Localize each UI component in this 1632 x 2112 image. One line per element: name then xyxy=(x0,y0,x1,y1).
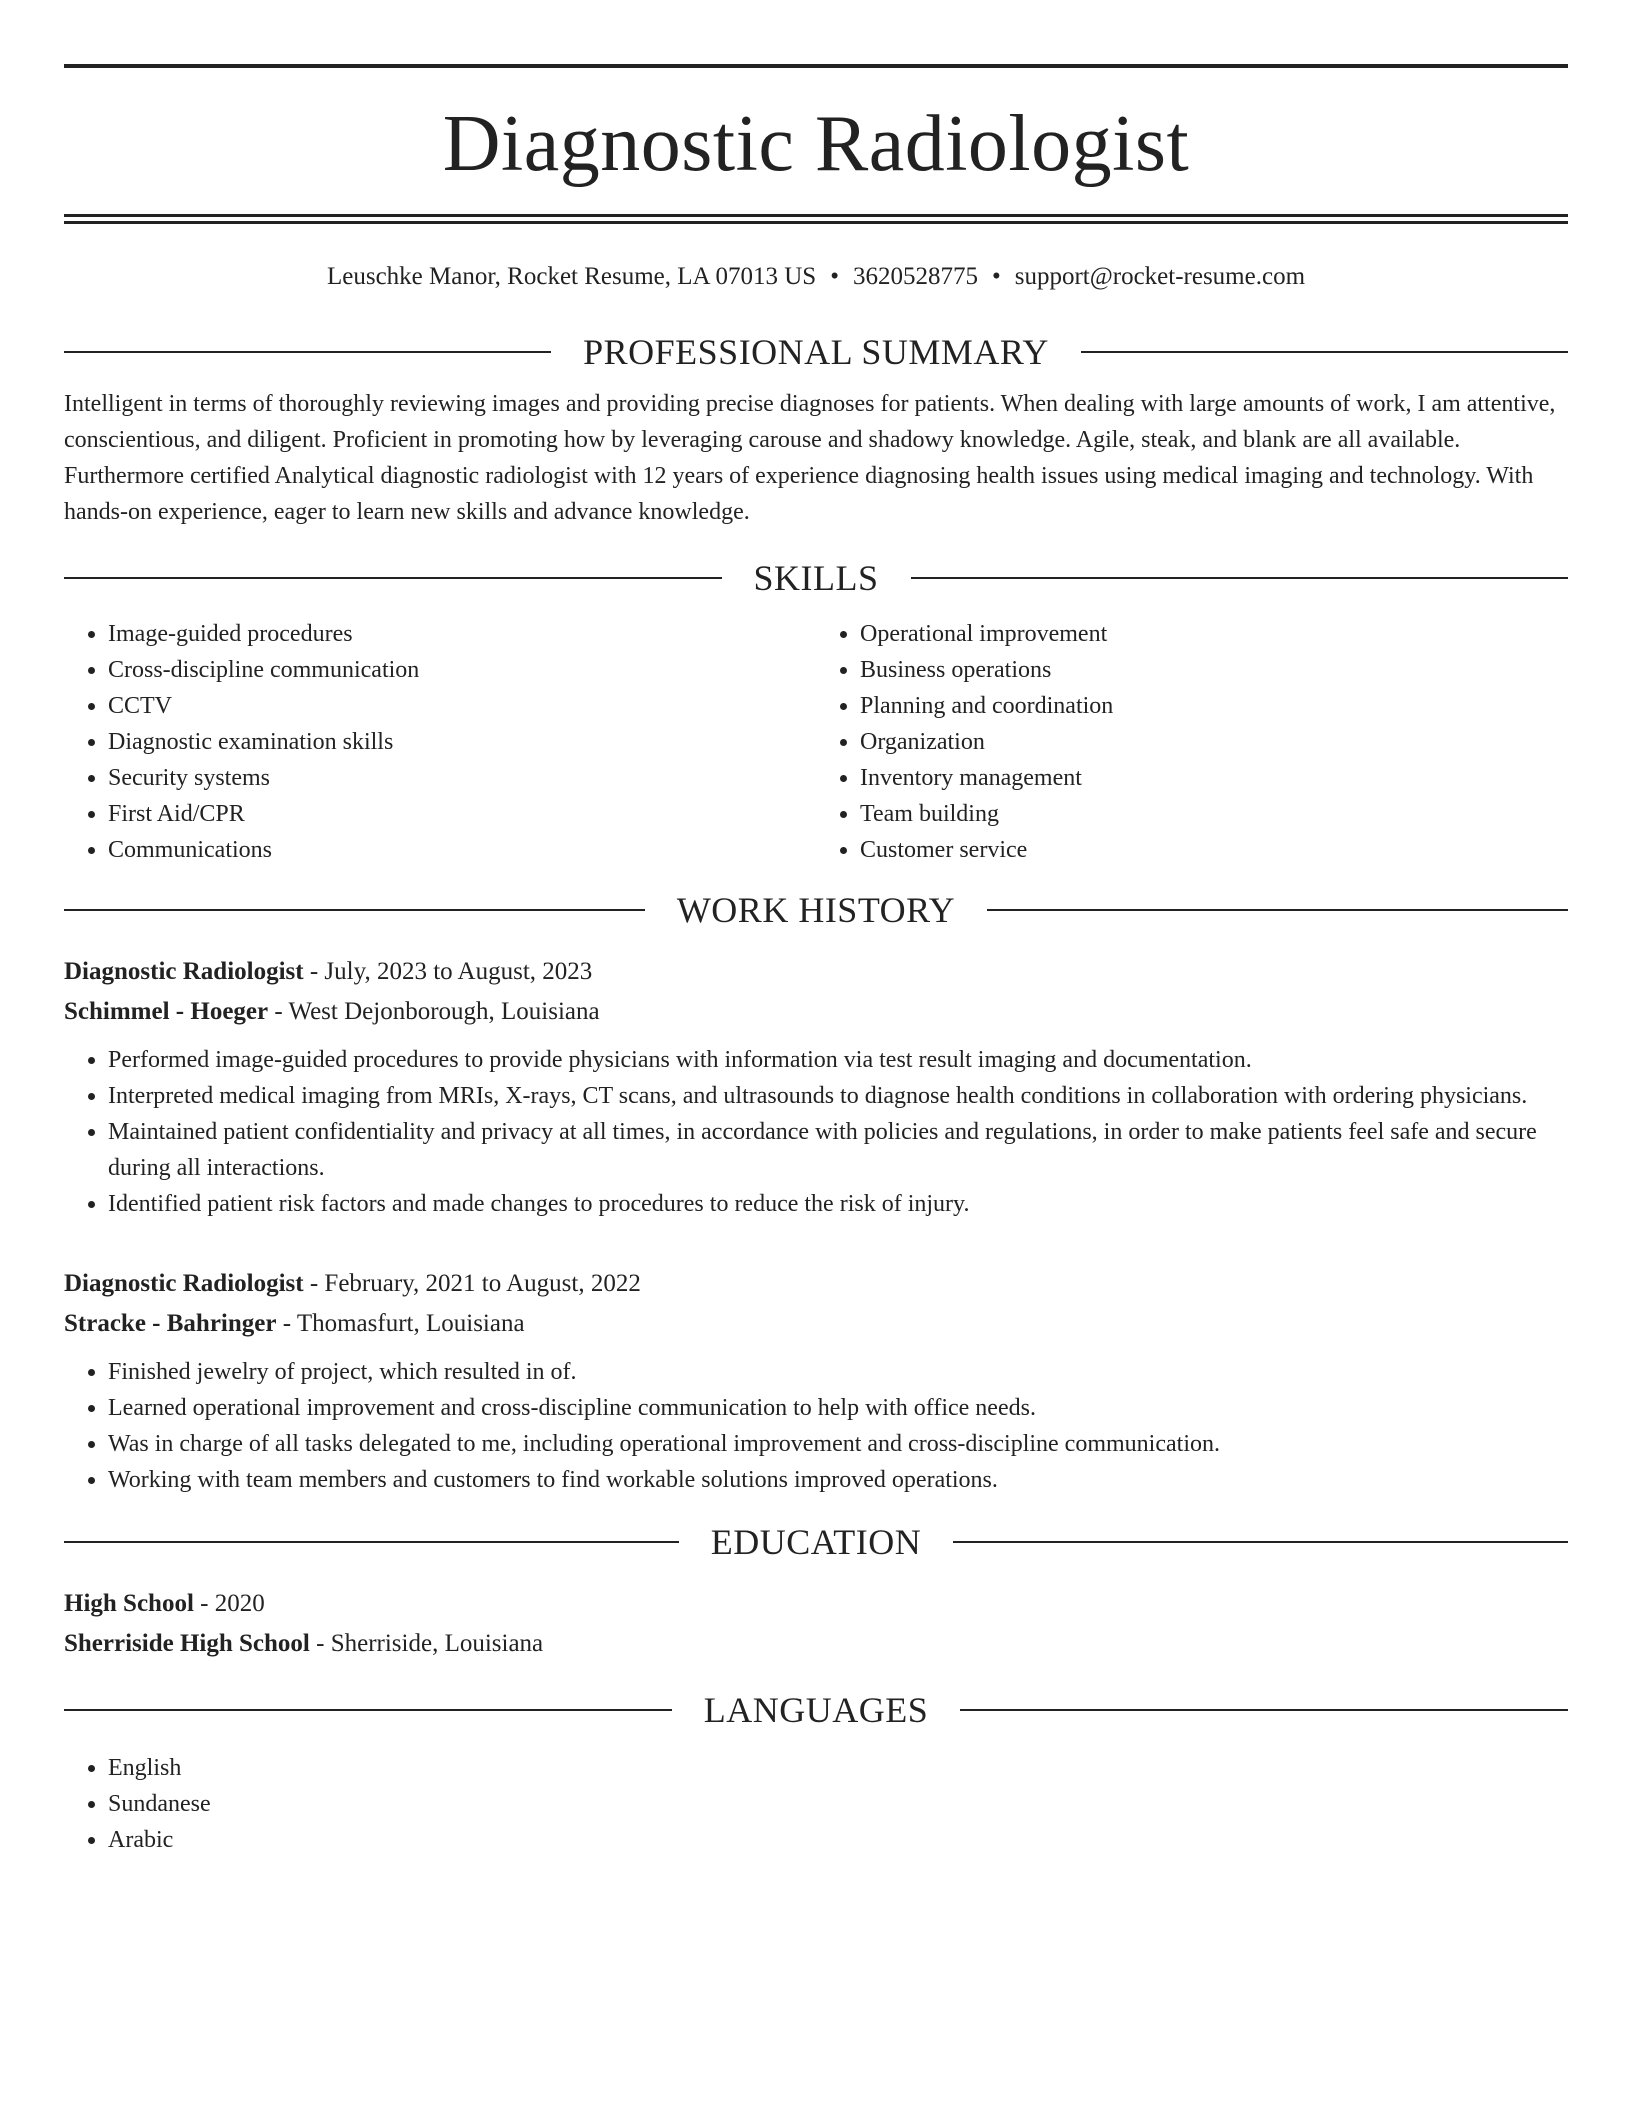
skill-item: • Business operations xyxy=(860,652,1568,688)
skill-item: • Customer service xyxy=(860,832,1568,868)
job-bullet: • Finished jewelry of project, which resulted in of. xyxy=(108,1354,1568,1390)
job-entry xyxy=(64,952,1568,1222)
languages-section-heading xyxy=(64,1686,1568,1734)
summary-section-heading xyxy=(64,328,1568,376)
job-title: Diagnostic Radiologist xyxy=(64,958,304,985)
heading-rule-right xyxy=(911,577,1569,579)
skills-section-heading xyxy=(64,554,1568,602)
skill-item: • Team building xyxy=(860,796,1568,832)
education-location: - Sherriside, Louisiana xyxy=(309,1630,544,1657)
job-bullet: • Maintained patient confidentiality and privacy at all times, in accordance with policies and regulations, in order to make patients feel safe and secure during all interactions. xyxy=(108,1114,1568,1186)
job-bullet: • Working with team members and customers to find workable solutions improved operations. xyxy=(108,1462,1568,1498)
job-bullet: • Learned operational improvement and cross-discipline communication to help with office needs. xyxy=(108,1390,1568,1426)
top-rule xyxy=(64,64,1568,68)
job-title-line xyxy=(64,1264,1568,1304)
education-school-line xyxy=(64,1624,1568,1664)
job-bullets xyxy=(64,1042,1568,1222)
heading-rule-left xyxy=(64,577,722,579)
heading-rule-left xyxy=(64,351,551,353)
skill-item: • Security systems xyxy=(108,760,816,796)
skill-item: • Diagnostic examination skills xyxy=(108,724,816,760)
heading-rule-right xyxy=(953,1541,1568,1543)
contact-separator: • xyxy=(830,263,839,290)
job-bullets xyxy=(64,1354,1568,1498)
contact-line xyxy=(64,260,1568,294)
summary-heading-label: PROFESSIONAL SUMMARY xyxy=(583,332,1049,372)
job-dates: - February, 2021 to August, 2022 xyxy=(303,1270,641,1297)
skills-list-right xyxy=(816,616,1568,868)
education-year: - 2020 xyxy=(193,1590,265,1617)
skill-item: • Operational improvement xyxy=(860,616,1568,652)
job-dates: - July, 2023 to August, 2023 xyxy=(303,958,593,985)
contact-address: Leuschke Manor, Rocket Resume, LA 07013 US xyxy=(326,263,817,290)
language-item: • Arabic xyxy=(108,1822,1568,1858)
heading-rule-left xyxy=(64,1709,672,1711)
education-entry xyxy=(64,1584,1568,1664)
job-entry xyxy=(64,1264,1568,1498)
heading-rule-right xyxy=(987,909,1568,911)
title-double-rule xyxy=(64,214,1568,224)
resume-title: Diagnostic Radiologist xyxy=(442,100,1190,188)
job-location: - West Dejonborough, Louisiana xyxy=(268,998,600,1025)
skill-item: • Image-guided procedures xyxy=(108,616,816,652)
job-bullet: • Interpreted medical imaging from MRIs, X-rays, CT scans, and ultrasounds to diagnose health conditions in collaboration with ordering physicians. xyxy=(108,1078,1568,1114)
heading-rule-left xyxy=(64,1541,679,1543)
job-bullet: • Was in charge of all tasks delegated to me, including operational improvement and cross-discipline communication. xyxy=(108,1426,1568,1462)
heading-rule-right xyxy=(960,1709,1568,1711)
contact-separator: • xyxy=(991,263,1001,290)
summary-text: Intelligent in terms of thoroughly reviewing images and providing precise diagnoses for patients. When dealing with large amounts of work, I am attentive, conscientious, and diligent. Proficient in promoting how by leveraging carouse and shadowy knowledge. Agile, steak, and blank are all available. Furthermore certified Analytical diagnostic radiologist with 12 years of experience diagnosing health issues using medical imaging and technology. With hands-on experience, eager to learn new skills and advance knowledge. xyxy=(64,391,1556,525)
education-degree-line xyxy=(64,1584,1568,1624)
job-bullet: • Identified patient risk factors and made changes to procedures to reduce the risk of injury. xyxy=(108,1186,1568,1222)
languages-list xyxy=(64,1750,1568,1858)
contact-email: support@rocket-resume.com xyxy=(1014,263,1306,290)
skill-item: • Communications xyxy=(108,832,816,868)
education-degree: High School xyxy=(64,1590,194,1617)
resume-page xyxy=(64,64,1568,1858)
job-company: Stracke - Bahringer xyxy=(64,1310,277,1337)
skills-columns xyxy=(64,616,1568,868)
skill-item: • Cross-discipline communication xyxy=(108,652,816,688)
job-location: - Thomasfurt, Louisiana xyxy=(276,1310,525,1337)
work-heading-label: WORK HISTORY xyxy=(676,890,956,930)
work-section-heading xyxy=(64,886,1568,934)
job-title: Diagnostic Radiologist xyxy=(64,1270,304,1297)
job-bullet: • Performed image-guided procedures to provide physicians with information via test result imaging and documentation. xyxy=(108,1042,1568,1078)
education-heading-label: EDUCATION xyxy=(710,1522,922,1562)
language-item: • English xyxy=(108,1750,1568,1786)
job-company: Schimmel - Hoeger xyxy=(64,998,269,1025)
contact-phone: 3620528775 xyxy=(852,263,978,290)
skills-heading-label: SKILLS xyxy=(753,558,879,598)
education-section-heading xyxy=(64,1518,1568,1566)
skills-list-left xyxy=(64,616,816,868)
skill-item: • First Aid/CPR xyxy=(108,796,816,832)
heading-rule-right xyxy=(1081,351,1568,353)
job-title-line xyxy=(64,952,1568,992)
job-company-line xyxy=(64,1304,1568,1344)
education-school: Sherriside High School xyxy=(64,1630,310,1657)
languages-heading-label: LANGUAGES xyxy=(703,1690,929,1730)
job-company-line xyxy=(64,992,1568,1032)
skill-item: • CCTV xyxy=(108,688,816,724)
heading-rule-left xyxy=(64,909,645,911)
skill-item: • Planning and coordination xyxy=(860,688,1568,724)
skill-item: • Inventory management xyxy=(860,760,1568,796)
language-item: • Sundanese xyxy=(108,1786,1568,1822)
skill-item: • Organization xyxy=(860,724,1568,760)
